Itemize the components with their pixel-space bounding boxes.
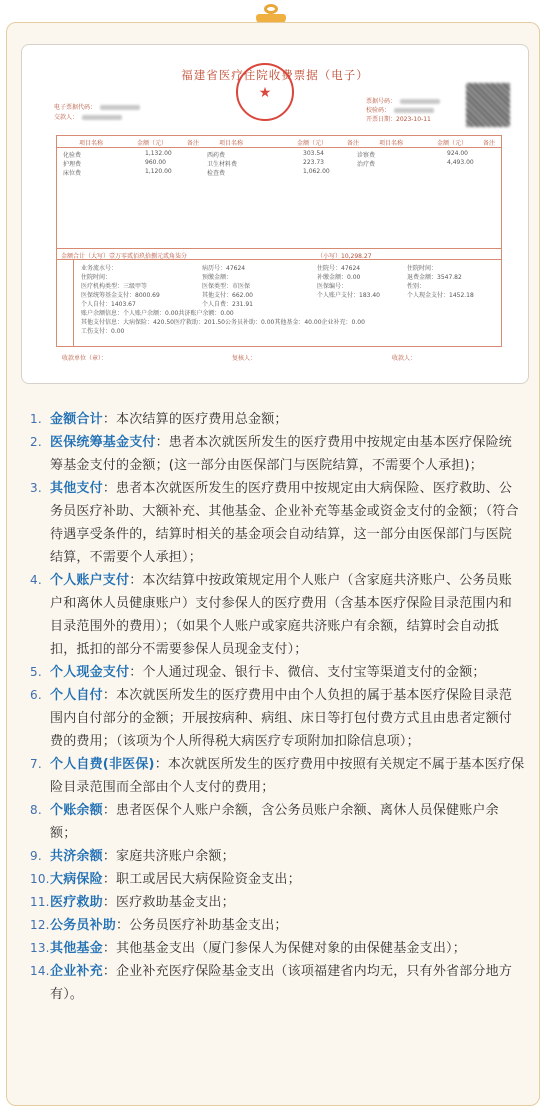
qr-code-icon [466, 83, 510, 127]
list-item: 1. 金额合计：本次结算的医疗费用总金额； [30, 412, 288, 427]
receipt-title: 福建省医疗住院收费票据（电子） [181, 68, 369, 82]
list-item: 3. 其他支付：患者本次就医所发生的医疗费用中按规定由大病保险、医疗救助、公务员医疗补助、大额补充、其他基金、企业补充等基金或资金支付的金额；（符合待遇享受条件的，结算时相关的基金项会自动结算，这一部分由医保部门与医院结算，不需要个人承担）； [30, 481, 519, 565]
fee-row: 护理费 960.00 卫生材料费 223.73 治疗费 4,493.00 [63, 159, 474, 168]
receipt-meta-left: 电子票据代码： 交款人： [54, 103, 140, 123]
binder-clip-icon [256, 4, 286, 24]
list-item: 12. 公务员补助：公务员医疗补助基金支出； [30, 918, 288, 933]
term-definitions-list [30, 408, 525, 1006]
settlement-details: 业务流水号： 病历号：47624 住院号：47624 住院时间： 住院时间： 预缴金额： 补缴金额：0.00 退费金额：3547.82 医疗机构类型：三级甲等 医保类型：市医保 医保编号： 性别： 医保统筹基金支付：8000.69 其他支付：662.00 个人账户支付：183.40 个人现金支付：1452.18 个人自付：1403.67 个人自费：231.91 账户余额信息：个人账户余额：0.00共济账户余额：0.00 其他支付信息：大病保险：420.50医疗救助：201.50公务员补助：0.00其他基金：40.00企业补充：0.00 工伤支付：0.00 [81, 265, 474, 335]
list-item: 11. 医疗救助：医疗救助基金支出； [30, 895, 235, 910]
list-item: 4. 个人账户支付：本次结算中按政策规定用个人账户（含家庭共济账户、公务员账户和离休人员健康账户）支付参保人的医疗费用（含基本医疗保险目录范围内和目录范围外的费用）；（如果个人账户或家庭共济账户有余额，结算时会自动抵扣，抵扣的部分不需要参保人员现金支付）； [30, 573, 513, 657]
fee-total-row: 金额合计（大写）壹万零贰佰玖拾捌元贰角柒分 （小写）10,298.27 [57, 248, 501, 260]
list-item: 6. 个人自付：本次就医所发生的医疗费用中由个人负担的属于基本医疗保险目录范围内自付部分的金额；开展按病种、病组、床日等打包付费方式且由患者定额付费的费用；（该项为个人所得税大病医疗专项附加扣除信息项）； [30, 688, 513, 749]
list-item: 9. 共济余额：家庭共济账户余额； [30, 849, 235, 864]
list-item: 14. 企业补充：企业补充医疗保险基金支出（该项福建省内均无，只有外省部分地方有）。 [30, 964, 513, 1002]
list-item: 8. 个账余额：患者医保个人账户余额，含公务员账户余额、离休人员保健账户余额； [30, 803, 499, 841]
list-item: 13. 其他基金：其他基金支出（厦门参保人为保健对象的由保健基金支出）； [30, 941, 466, 956]
list-item: 7. 个人自费(非医保)：本次就医所发生的医疗费用中按照有关规定不属于基本医疗保险目录范围而全部由个人支付的费用； [30, 757, 525, 795]
receipt-meta-right: 票据号码： 校验码： 开票日期：2023-10-11 [366, 97, 440, 124]
fee-table-header: 项目名称 金额（元） 备注 项目名称 金额（元） 备注 项目名称 金额（元） 备注 [57, 136, 501, 148]
list-item: 2. 医保统筹基金支付：患者本次就医所发生的医疗费用中按规定由基本医疗保险统筹基金支付的金额；(这一部分由医保部门与医院结算，不需要个人承担)； [30, 435, 513, 473]
receipt-image: 福建省医疗住院收费票据（电子） ★ 电子票据代码： 交款人： 票据号码： 校验码： 开票日期：2023-10-11 项目名称 金额（元） 备注 项目名称 金额（元） 备注 项目名称 金额（元） 备注 化验费 1,132.00 西药费 303.54 诊察费 924.00 护理费 960.00 卫生材料费 223.73 治疗费 4,493.00 床位费 1,120.00 检查费 1,062.00 金额合计（大写）壹万零贰佰玖拾捌元贰角柒分 （小写）10,298.27 业务流水号： 病历号：47624 住院号：47624 住院时间： 住院时间： 预缴金额： 补缴金额：0.00 退费金额：3547.82 医疗机构类型：三级甲等 医保类型：市医保 医保编号： 性别： 医保统筹基金支付：8000.69 其他支付：662.00 个人账户支付：183.40 个人现金支付：1452.18 个人自付：1403.67 个人自费：231.91 账户余额信息：个人账户余额：0.00共济账户余额：0.00 其他支付信息：大病保险：420.50医疗救助：201.50公务员补助：0.00其他基金：40.00企业补充：0.00 工伤支付：0.00 收款单位（章）： 复核人： 收款人： [21, 44, 529, 384]
list-item: 5. 个人现金支付：个人通过现金、银行卡、微信、支付宝等渠道支付的金额； [30, 665, 486, 680]
fee-row: 床位费 1,120.00 检查费 1,062.00 [63, 168, 330, 177]
list-item: 10. 大病保险：职工或居民大病保险资金支出； [30, 872, 301, 887]
fee-table [56, 135, 502, 347]
fee-row: 化验费 1,132.00 西药费 303.54 诊察费 924.00 [63, 150, 468, 159]
official-seal-icon: ★ [236, 63, 294, 121]
